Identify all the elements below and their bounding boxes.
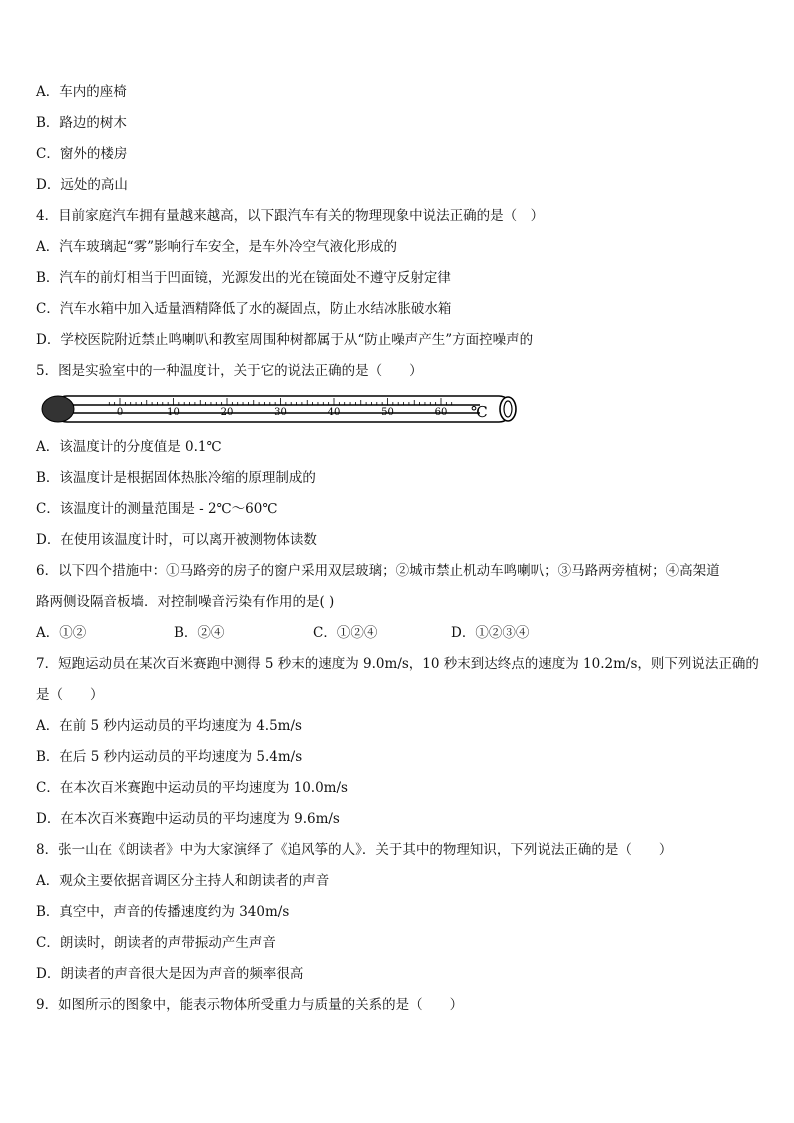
thermometer-scale-label: 10 xyxy=(167,407,180,418)
q6-options-row xyxy=(36,624,756,642)
q4-option-c: C．汽车水箱中加入适量酒精降低了水的凝固点，防止水结冰胀破水箱 xyxy=(36,301,452,317)
thermometer-figure xyxy=(38,392,520,428)
q3-option-a: A．车内的座椅 xyxy=(36,84,127,100)
q7-option-a: A．在前 5 秒内运动员的平均速度为 4.5m/s xyxy=(36,718,302,734)
q5-option-b: B．该温度计是根据固体热胀冷缩的原理制成的 xyxy=(36,470,316,486)
q4-option-a: A．汽车玻璃起“雾”影响行车安全，是车外冷空气液化形成的 xyxy=(36,239,398,255)
q7-option-d: D．在本次百米赛跑中运动员的平均速度为 9.6m/s xyxy=(36,811,340,827)
thermometer-bulb xyxy=(42,396,74,422)
q8-option-d: D．朗读者的声音很大是因为声音的频率很高 xyxy=(36,966,304,982)
q7-option-b: B．在后 5 秒内运动员的平均速度为 5.4m/s xyxy=(36,749,303,765)
q5-option-c: C．该温度计的测量范围是 - 2℃～60℃ xyxy=(36,501,278,517)
q6-option-d: D．①②③④ xyxy=(451,625,530,641)
q3-option-c: C．窗外的楼房 xyxy=(36,146,128,162)
q4-option-b: B．汽车的前灯相当于凹面镜，光源发出的光在镜面处不遵守反射定律 xyxy=(36,270,451,286)
q6-stem-line1: 6．以下四个措施中：①马路旁的房子的窗户采用双层玻璃；②城市禁止机动车鸣喇叭；③马路两旁植树；④高架道 xyxy=(36,563,720,579)
q3-option-b: B．路边的树木 xyxy=(36,115,127,131)
thermometer-scale-label: 60 xyxy=(434,407,448,418)
q7-stem-line1: 7．短跑运动员在某次百米赛跑中测得 5 秒末的速度为 9.0m/s，10 秒末到达终点的速度为 10.2m/s，则下列说法正确的 xyxy=(36,656,759,672)
q4-option-d: D．学校医院附近禁止鸣喇叭和教室周围种树都属于从“防止噪声产生”方面控噪声的 xyxy=(36,332,534,348)
q5-option-d: D．在使用该温度计时，可以离开被测物体读数 xyxy=(36,532,317,548)
thermometer-scale-label: 40 xyxy=(327,407,341,418)
thermometer-scale-label: 30 xyxy=(274,407,287,418)
q6-stem-line2: 路两侧设隔音板墙．对控制噪音污染有作用的是( ) xyxy=(36,594,335,610)
q5-stem: 5．图是实验室中的一种温度计，关于它的说法正确的是（ ） xyxy=(36,363,423,379)
thermometer-scale-label: 50 xyxy=(381,407,394,418)
q7-option-c: C．在本次百米赛跑中运动员的平均速度为 10.0m/s xyxy=(36,780,348,796)
q5-option-a: A．该温度计的分度值是 0.1℃ xyxy=(36,439,222,455)
q9-stem: 9．如图所示的图象中，能表示物体所受重力与质量的关系的是（ ） xyxy=(36,997,464,1013)
thermometer-scale-label: 0 xyxy=(116,407,124,418)
q4-stem: 4．目前家庭汽车拥有量越来越高，以下跟汽车有关的物理现象中说法正确的是（ ） xyxy=(36,208,545,224)
thermometer-unit-label: ℃ xyxy=(471,403,488,421)
q8-stem: 8．张一山在《朗读者》中为大家演绎了《追风筝的人》．关于其中的物理知识，下列说法正确的是（ ） xyxy=(36,842,673,858)
q6-option-a: A．①② xyxy=(36,625,87,641)
q8-option-a: A．观众主要依据音调区分主持人和朗读者的声音 xyxy=(36,873,330,889)
q7-stem-line2: 是（ ） xyxy=(36,687,104,703)
q6-option-c: C．①②④ xyxy=(313,625,378,641)
q8-option-c: C．朗读时，朗读者的声带振动产生声音 xyxy=(36,935,276,951)
q8-option-b: B．真空中，声音的传播速度约为 340m/s xyxy=(36,904,290,920)
q6-option-b: B．②④ xyxy=(174,625,225,641)
thermometer-scale-label: 20 xyxy=(220,407,234,418)
q3-option-d: D．远处的高山 xyxy=(36,177,128,193)
